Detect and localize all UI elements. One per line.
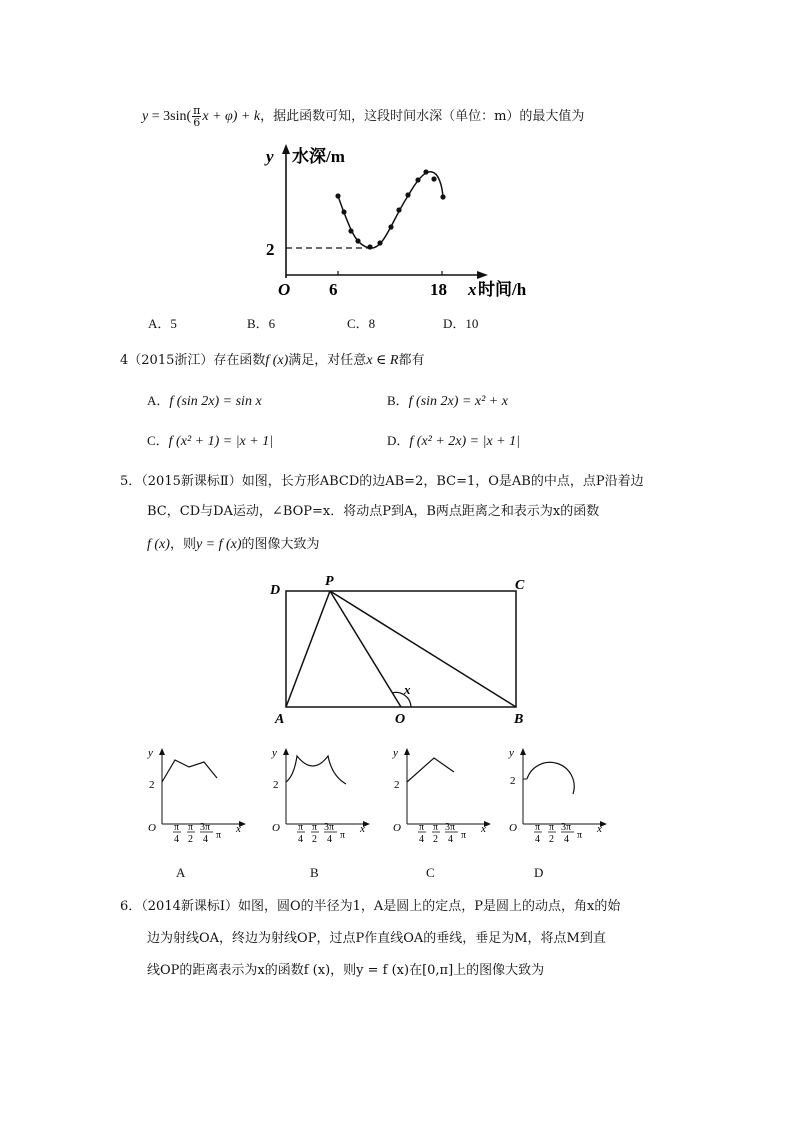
q6-line-3: 线OP的距离表示为x的函数f (x)，则y = f (x)在[0,π]上的图像大致为 [147, 963, 545, 978]
q5-line-1: 5．（2015新课标Ⅱ）如图，长方形ABCD的边AB=2，BC=1，O是AB的中点，点P沿着边 [120, 474, 644, 489]
y-label: y [272, 747, 277, 759]
tick-pi-2-num: π [433, 822, 439, 833]
tick-pi: π [216, 830, 222, 841]
tick-18-label: 18 [430, 280, 447, 299]
tick-2-label: 2 [266, 240, 275, 259]
point-p: P [325, 574, 334, 589]
q4-stem-mid: 满足，对任意 [288, 353, 367, 368]
segment-pa [286, 591, 330, 707]
tick-3pi-4-den: 4 [564, 834, 569, 845]
sample-point [440, 194, 445, 199]
y-label: y [509, 747, 514, 759]
sample-point [415, 177, 420, 182]
semicircle-curve [527, 762, 574, 794]
sine-curve [338, 172, 443, 248]
sample-point [355, 238, 360, 243]
tick-pi-4-den: 4 [298, 834, 303, 845]
sample-point [377, 240, 382, 245]
q6-line-1: 6．（2014新课标Ⅰ）如图，圆O的半径为1，A是圆上的定点，P是圆上的动点，角x的始 [120, 899, 621, 914]
curve [286, 756, 346, 784]
two-label: 2 [273, 779, 279, 791]
sample-point [423, 169, 428, 174]
tick-pi: π [461, 830, 467, 841]
tick-pi: π [340, 830, 346, 841]
curve [407, 758, 454, 782]
y-axis-arrow [520, 748, 526, 755]
tick-pi-2-num: π [312, 822, 318, 833]
q5-line3-end: 的图像大致为 [241, 537, 320, 552]
q4-option-b[interactable] [387, 390, 508, 410]
q3-choice-d[interactable]: D．10 [443, 316, 479, 331]
tick-3pi-4-num: 3π [324, 822, 335, 833]
q3-formula-line [142, 100, 584, 134]
sample-point [388, 224, 393, 229]
q4-stem-suffix: 都有 [398, 353, 425, 368]
q4-stem-prefix: 4（2015浙江）存在函数 [120, 353, 266, 368]
tick-pi-4-den: 4 [535, 834, 540, 845]
q4-option-c-expr: f (x² + 1) = |x + 1| [168, 434, 274, 449]
tick-pi: π [577, 830, 583, 841]
q5-graph-b[interactable] [266, 742, 376, 850]
q5-y-fx: y = f (x) [195, 537, 242, 552]
sample-point [396, 207, 401, 212]
origin-label: O [393, 822, 401, 834]
q4-option-d-label: D． [387, 433, 410, 448]
q4-option-b-expr: f (sin 2x) = x² + x [408, 394, 508, 409]
x-label: x [597, 823, 602, 835]
y-label: y [148, 747, 153, 759]
q5-line3-mid: ，则 [169, 537, 196, 552]
vertex-a: A [275, 712, 285, 727]
sample-points [335, 169, 445, 249]
q5-caption-b: B [310, 865, 319, 880]
sample-point [367, 244, 372, 249]
rectangle-abcd [286, 591, 516, 707]
point-o: O [395, 712, 406, 727]
angle-x-label: x [404, 682, 411, 697]
y-label: y [393, 747, 398, 759]
tick-3pi-4-den: 4 [203, 834, 208, 845]
origin-label: O [278, 280, 291, 299]
formula-y: y [142, 109, 149, 124]
q4-option-a[interactable] [147, 390, 262, 410]
tick-3pi-4-num: 3π [200, 822, 211, 833]
tick-3pi-4-num: 3π [445, 822, 456, 833]
sample-point [405, 192, 410, 197]
origin-label: O [148, 822, 156, 834]
tick-3pi-4-num: 3π [561, 822, 572, 833]
tick-pi-2-num: π [188, 822, 194, 833]
tick-pi-2-den: 2 [549, 834, 554, 845]
x-label: x [360, 823, 365, 835]
q6-line-2: 边为射线OA，终边为射线OP，过点P作直线OA的垂线，垂足为M，将点M到直 [147, 931, 606, 946]
q5-graph-a[interactable] [142, 742, 252, 850]
x-label: x [236, 823, 241, 835]
tick-6-label: 6 [329, 280, 338, 299]
q5-rectangle-figure [266, 573, 536, 728]
formula-fraction [192, 105, 201, 128]
q4-stem-cond: x ∈ R [366, 353, 399, 368]
tick-pi-2-den: 2 [188, 834, 193, 845]
vertex-b: B [514, 712, 524, 727]
q3-water-depth-graph [258, 140, 538, 305]
formula-eq: = 3sin( [148, 109, 192, 124]
tick-pi-2-den: 2 [312, 834, 317, 845]
q4-option-d-expr: f (x² + 2x) = |x + 1| [409, 434, 520, 449]
x-axis-title: 时间/h [478, 280, 527, 299]
q5-line-3 [147, 533, 320, 553]
q5-caption-c: C [426, 865, 435, 880]
y-axis-arrow [159, 748, 165, 755]
sample-point [348, 228, 353, 233]
q4-option-c-label: C． [147, 433, 169, 448]
q4-stem [120, 349, 424, 369]
sample-point [431, 176, 436, 181]
y-axis-title: 水深/m [292, 147, 345, 166]
q5-caption-d: D [534, 865, 544, 880]
two-label: 2 [510, 775, 516, 787]
q5-fx: f (x) [147, 537, 170, 552]
origin-label: O [509, 822, 517, 834]
sample-point [341, 209, 346, 214]
tick-pi-4-den: 4 [174, 834, 179, 845]
tick-pi-4-num: π [174, 822, 180, 833]
fraction-den: 6 [193, 116, 201, 129]
q3-text: ，据此函数可知，这段时间水深（单位：m）的最大值为 [260, 109, 585, 124]
origin-label: O [272, 822, 280, 834]
segment-po [330, 591, 401, 707]
y-axis-arrow [404, 748, 410, 755]
vertex-d: D [270, 583, 281, 598]
tick-3pi-4-den: 4 [448, 834, 453, 845]
two-label: 2 [394, 779, 400, 791]
q4-option-c[interactable] [147, 430, 273, 450]
q3-choice-c[interactable]: C．8 [347, 316, 376, 331]
tick-3pi-4-den: 4 [327, 834, 332, 845]
tick-pi-4-den: 4 [419, 834, 424, 845]
q3-choice-b[interactable]: B．6 [247, 316, 276, 331]
x-axis-arrow [477, 271, 488, 279]
q5-graph-c[interactable] [387, 742, 497, 850]
q4-option-a-expr: f (sin 2x) = sin x [169, 394, 262, 409]
q4-stem-fx: f (x) [265, 353, 289, 368]
q5-graph-d[interactable] [503, 742, 613, 850]
tick-pi-4-num: π [298, 822, 304, 833]
q3-choice-a[interactable]: A．5 [148, 316, 177, 331]
tick-pi-4-num: π [419, 822, 425, 833]
q5-line-2: BC，CD与DA运动，∠BOP=x．将动点P到A，B两点距离之和表示为x的函数 [147, 504, 600, 519]
y-axis-letter: y [266, 147, 274, 166]
formula-rest: x + φ) + k [202, 109, 261, 124]
q5-caption-a: A [176, 865, 186, 880]
two-label: 2 [149, 779, 155, 791]
y-axis-arrow [282, 144, 290, 154]
curve [162, 760, 217, 782]
x-axis-letter: x [468, 280, 477, 299]
q4-option-a-label: A． [147, 393, 170, 408]
segment-pb [330, 591, 516, 707]
sample-point [335, 193, 340, 198]
tick-pi-2-num: π [549, 822, 555, 833]
tick-pi-2-den: 2 [433, 834, 438, 845]
y-axis-arrow [283, 748, 289, 755]
q4-option-d[interactable] [387, 430, 520, 450]
x-label: x [481, 823, 486, 835]
fraction-num: π [193, 104, 201, 117]
vertex-c: C [515, 578, 525, 593]
tick-pi-4-num: π [535, 822, 541, 833]
q4-option-b-label: B． [387, 393, 409, 408]
